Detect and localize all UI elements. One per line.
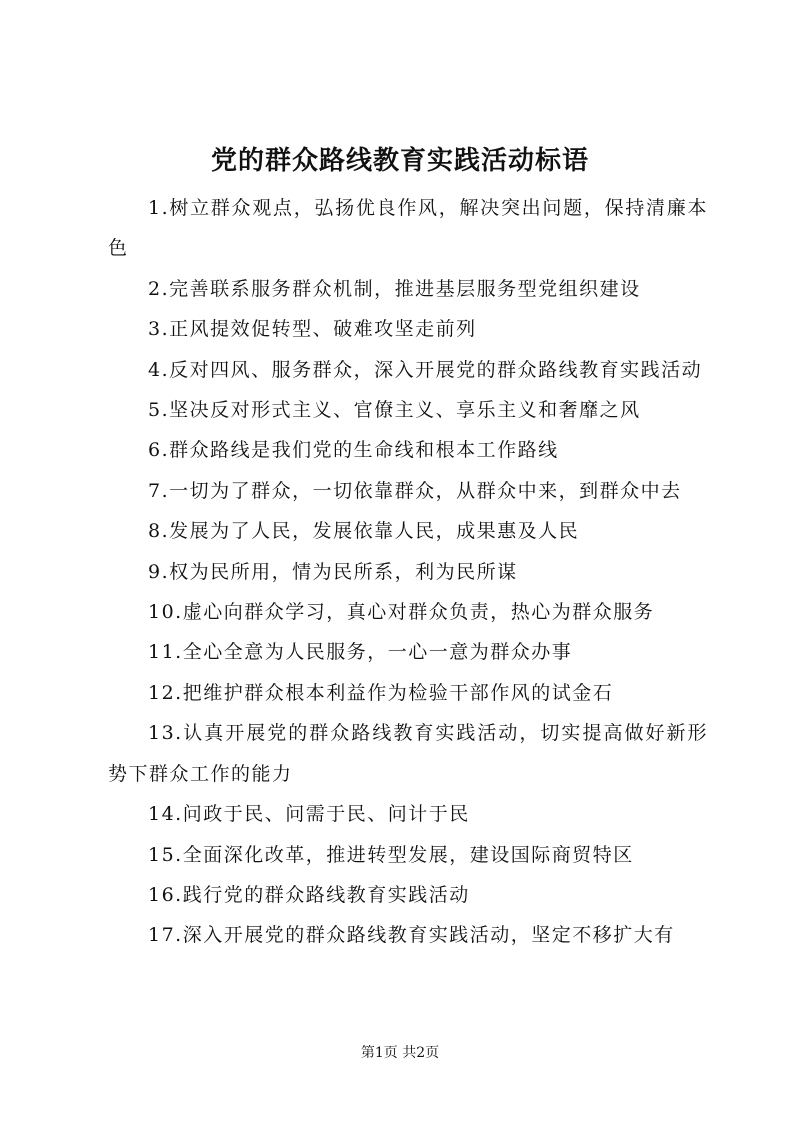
list-item: 10.虚心向群众学习，真心对群众负责，热心为群众服务: [148, 601, 655, 624]
list-item: 12.把维护群众根本利益作为检验干部作风的试金石: [148, 681, 614, 704]
list-item: 1.树立群众观点，弘扬优良作风，解决突出问题，保持清廉本色: [108, 197, 708, 260]
page-footer: 第1页 共2页: [360, 1045, 440, 1061]
list-item: 16.践行党的群众路线教育实践活动: [148, 883, 470, 906]
list-item: 7.一切为了群众，一切依靠群众，从群众中来，到群众中去: [148, 479, 682, 502]
list-item: 15.全面深化改革，推进转型发展，建设国际商贸特区: [148, 843, 634, 866]
list-item: 2.完善联系服务群众机制，推进基层服务型党组织建设: [148, 277, 641, 300]
slogan-list: [108, 188, 708, 956]
list-item: 17.深入开展党的群众路线教育实践活动，坚定不移扩大有: [148, 924, 675, 947]
list-item: 3.正风提效促转型、破难攻坚走前列: [148, 318, 477, 341]
list-item: 13.认真开展党的群众路线教育实践活动，切实提高做好新形势下群众工作的能力: [108, 722, 708, 785]
list-item: 8.发展为了人民，发展依靠人民，成果惠及人民: [148, 520, 580, 543]
list-item: 14.问政于民、问需于民、问计于民: [148, 803, 470, 826]
list-item: 9.权为民所用，情为民所系，利为民所谋: [148, 560, 518, 583]
list-item: 5.坚决反对形式主义、官僚主义、享乐主义和奢靡之风: [148, 399, 641, 422]
list-item: 11.全心全意为人民服务，一心一意为群众办事: [148, 641, 573, 664]
list-item: 6.群众路线是我们党的生命线和根本工作路线: [148, 439, 559, 462]
list-item: 4.反对四风、服务群众，深入开展党的群众路线教育实践活动: [148, 358, 703, 381]
document-title: 党的群众路线教育实践活动标语: [210, 146, 589, 176]
